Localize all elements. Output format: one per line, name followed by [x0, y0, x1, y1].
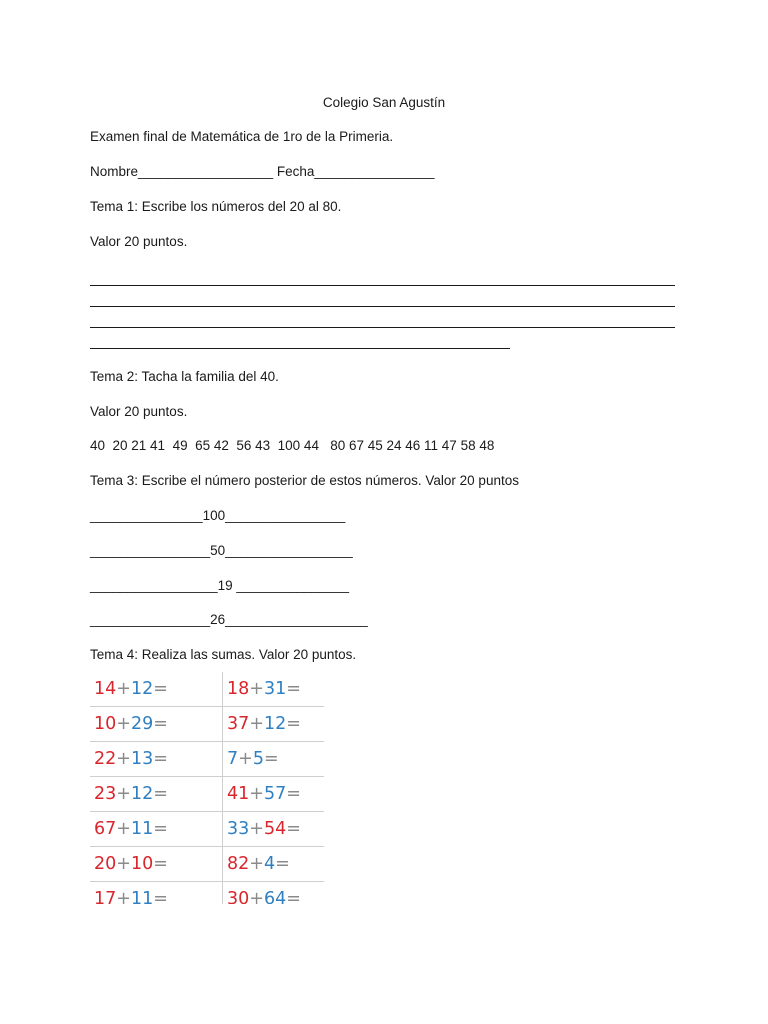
answer-line-1: [90, 285, 675, 286]
tema3-title: Tema 3: Escribe el número posterior de estos números. Valor 20 puntos: [90, 473, 519, 488]
sum-cell: 30+64=: [223, 882, 325, 905]
sum-first-addend: 18: [227, 679, 250, 699]
sum-cell: 17+11=: [90, 882, 223, 905]
sum-second-addend: 12: [263, 714, 287, 734]
sum-cell: 22+13=: [90, 742, 223, 777]
tema3-item: ________________26___________________: [90, 612, 368, 627]
sum-second-addend: 29: [130, 714, 154, 734]
sum-second-addend: 11: [130, 819, 154, 839]
sum-second-addend: 31: [263, 679, 287, 699]
sum-first-addend: 82: [227, 854, 250, 874]
sum-second-addend: 13: [130, 749, 154, 769]
sum-cell: 10+29=: [90, 707, 223, 742]
sum-second-addend: 11: [130, 889, 154, 904]
sum-second-addend: 12: [130, 679, 154, 699]
sum-first-addend: 41: [227, 784, 250, 804]
sum-cell: 23+12=: [90, 777, 223, 812]
tema4-title: Tema 4: Realiza las sumas. Valor 20 puntos.: [90, 647, 357, 662]
sums-row: [90, 882, 324, 905]
sum-first-addend: 14: [94, 679, 117, 699]
sum-equals: =: [153, 854, 168, 874]
sums-row: [90, 707, 324, 742]
sum-equals: =: [286, 679, 301, 699]
sum-cell: 14+12=: [90, 672, 223, 707]
sum-second-addend: 57: [263, 784, 287, 804]
sum-equals: =: [286, 819, 301, 839]
sum-second-addend: 12: [130, 784, 154, 804]
sum-second-addend: 64: [263, 889, 287, 904]
sum-cell: 37+12=: [223, 707, 325, 742]
sum-second-addend: 10: [130, 854, 154, 874]
sum-equals: =: [153, 679, 168, 699]
sum-first-addend: 22: [94, 749, 117, 769]
sum-equals: =: [275, 854, 290, 874]
sum-cell: 41+57=: [223, 777, 325, 812]
sum-first-addend: 7: [227, 749, 239, 769]
sum-cell: 82+4=: [223, 847, 325, 882]
sum-first-addend: 33: [227, 819, 250, 839]
sum-equals: =: [286, 714, 301, 734]
answer-line-3: [90, 327, 675, 328]
sum-cell: 7+5=: [223, 742, 325, 777]
tema3-item: _______________100________________: [90, 508, 346, 523]
tema3-item: _________________19 _______________: [90, 578, 350, 593]
answer-line-4: [90, 348, 510, 349]
sums-table: [90, 672, 324, 904]
sums-row: [90, 777, 324, 812]
sum-second-addend: 5: [252, 749, 264, 769]
sum-first-addend: 20: [94, 854, 117, 874]
sum-first-addend: 17: [94, 889, 117, 904]
sum-equals: =: [153, 784, 168, 804]
answer-line-2: [90, 306, 675, 307]
school-title: Colegio San Agustín: [322, 95, 446, 110]
sums-row: [90, 812, 324, 847]
sum-first-addend: 23: [94, 784, 117, 804]
sum-first-addend: 37: [227, 714, 250, 734]
name-date-field: Nombre__________________ Fecha________________: [90, 164, 435, 179]
sums-row: [90, 672, 324, 707]
tema3-item: ________________50_________________: [90, 543, 353, 558]
sum-second-addend: 54: [263, 819, 287, 839]
sum-cell: 67+11=: [90, 812, 223, 847]
sum-equals: =: [153, 819, 168, 839]
sum-first-addend: 10: [94, 714, 117, 734]
tema2-value: Valor 20 puntos.: [90, 404, 188, 419]
tema2-numbers: 40 20 21 41 49 65 42 56 43 100 44 80 67 45 24 46 11 47 58 48: [90, 438, 495, 453]
sums-row: [90, 847, 324, 882]
sum-first-addend: 30: [227, 889, 250, 904]
tema1-title: Tema 1: Escribe los números del 20 al 80.: [90, 199, 342, 214]
sum-cell: 33+54=: [223, 812, 325, 847]
sum-equals: =: [286, 889, 301, 904]
exam-title: Examen final de Matemática de 1ro de la Primeria.: [90, 129, 394, 144]
sum-equals: =: [153, 749, 168, 769]
sums-row: [90, 742, 324, 777]
sum-equals: =: [153, 714, 168, 734]
tema2-title: Tema 2: Tacha la familia del 40.: [90, 369, 279, 384]
sum-second-addend: 4: [263, 854, 276, 874]
sum-cell: 20+10=: [90, 847, 223, 882]
sum-first-addend: 67: [94, 819, 117, 839]
sum-equals: =: [153, 889, 168, 904]
sum-cell: 18+31=: [223, 672, 325, 707]
tema1-value: Valor 20 puntos.: [90, 234, 188, 249]
sum-equals: =: [286, 784, 301, 804]
sum-equals: =: [263, 749, 279, 769]
